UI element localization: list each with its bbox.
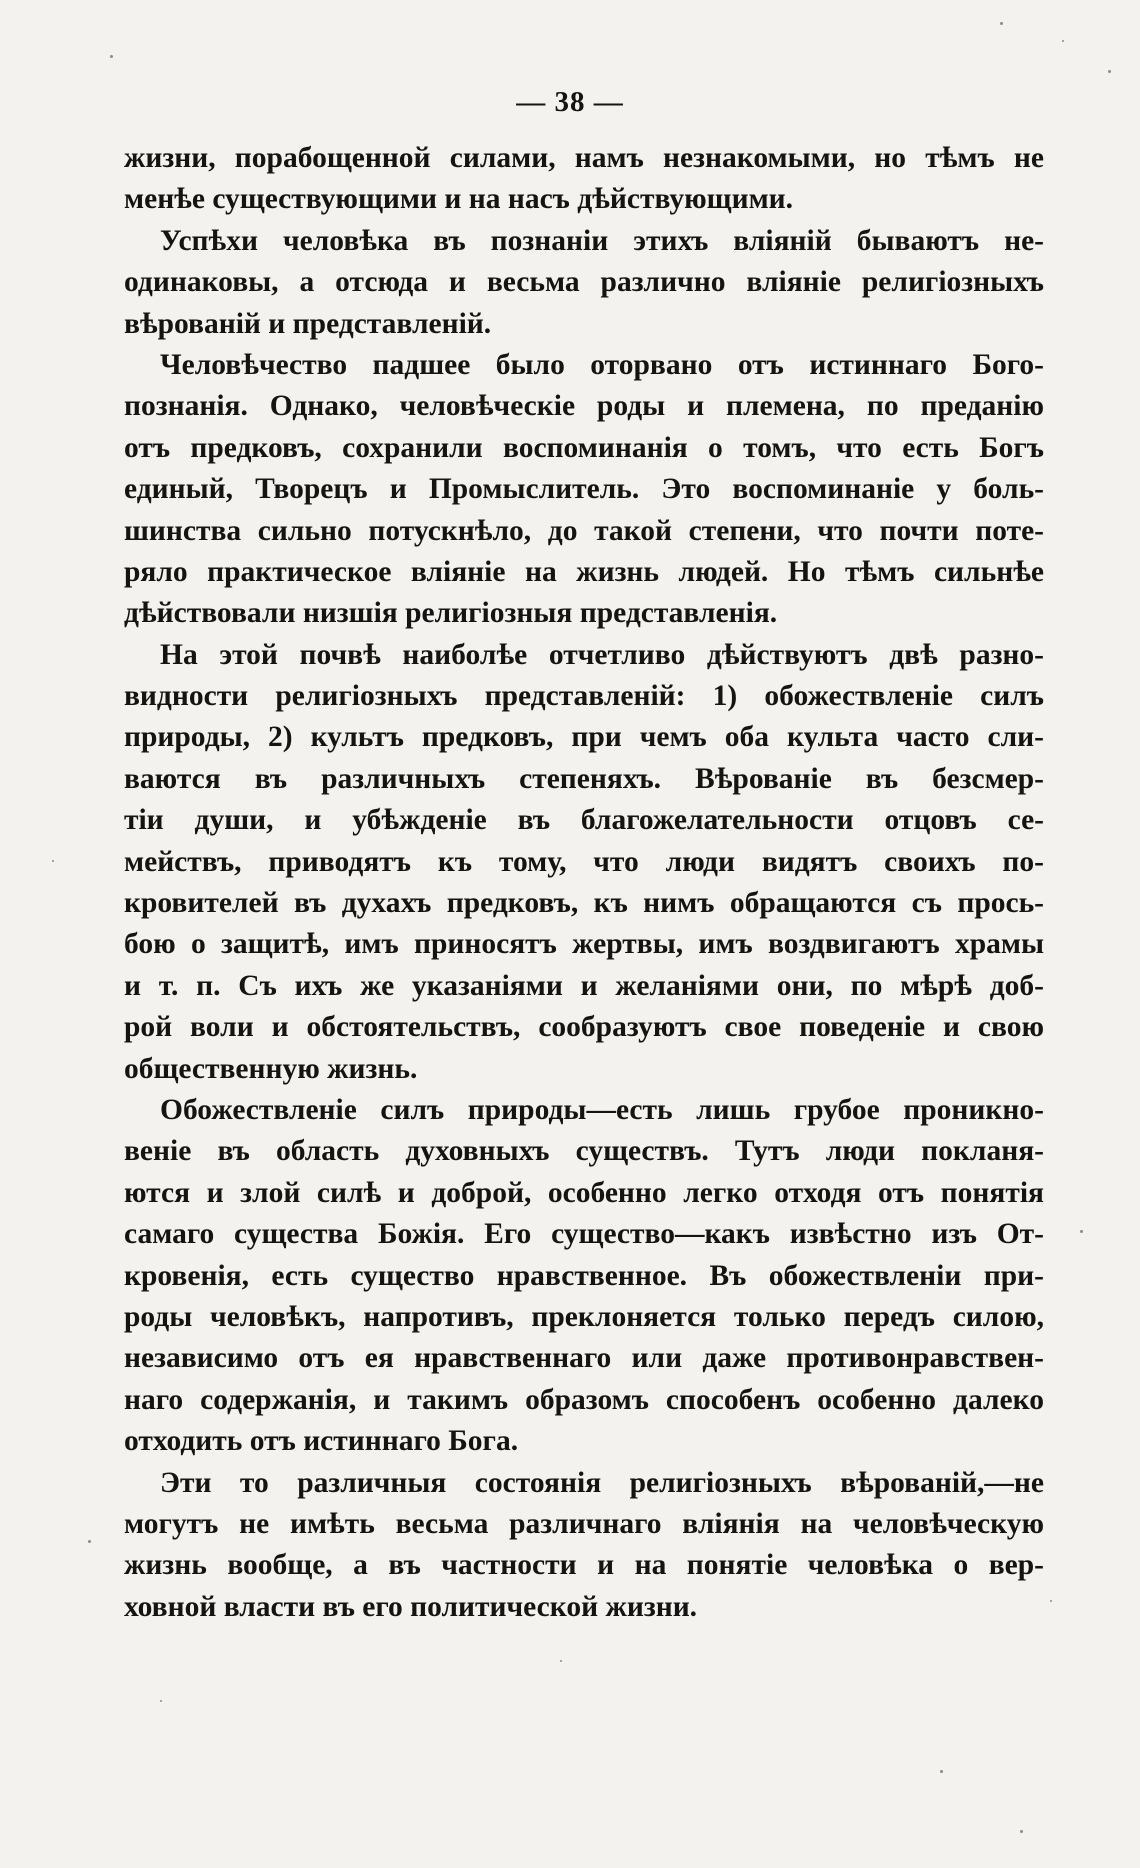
text-line: ряло практическое вліяніе на жизнь людей. Но тѣмъ сильнѣе [124, 555, 1044, 588]
text-line: единый, Творецъ и Промыслитель. Это воспоминаніе у боль- [124, 473, 1044, 506]
scan-speck [1050, 1600, 1052, 1602]
text-line: вѣрованій и представленій. [124, 307, 492, 340]
text-line: шинства сильно потускнѣло, до такой степени, что почти поте- [124, 514, 1044, 547]
paragraph [124, 221, 1044, 345]
text-line: самаго существа Божія. Его существо—какъ извѣстно изъ От- [124, 1218, 1044, 1251]
scan-speck [1108, 70, 1111, 73]
text-line: жизнь вообще, а въ частности и на понятіе человѣка о вер- [124, 1549, 1044, 1582]
text-line: Эти то различныя состоянія религіозныхъ вѣрованій,—не [160, 1466, 1044, 1499]
scan-speck [1080, 1230, 1083, 1233]
paragraph [124, 345, 1044, 635]
text-line: познанія. Однако, человѣческіе роды и племена, по преданію [124, 390, 1044, 423]
text-line: мействъ, приводятъ къ тому, что люди видятъ своихъ по- [124, 845, 1044, 878]
text-line: ваются въ различныхъ степеняхъ. Вѣрованіе въ безсмер- [124, 762, 1044, 795]
text-line: ются и злой силѣ и доброй, особенно легко отходя отъ понятія [124, 1176, 1044, 1209]
text-line: видности религіозныхъ представленій: 1) обожествленіе силъ [124, 680, 1044, 713]
text-line: жизни, порабощенной силами, намъ незнакомыми, но тѣмъ не [124, 142, 1044, 174]
text-line: отходить отъ истиннаго Бога. [124, 1425, 519, 1458]
text-line: могутъ не имѣть весьма различнаго вліянія на человѣческую [124, 1507, 1044, 1540]
text-line: одинаковы, а отсюда и весьма различно вліяніе религіозныхъ [124, 266, 1044, 299]
text-line: кровенія, есть существо нравственное. Въ обожествленіи при- [124, 1259, 1044, 1292]
text-line: кровителей въ духахъ предковъ, къ нимъ обращаются съ прось- [124, 887, 1044, 920]
scan-speck [560, 1660, 562, 1662]
text-line: общественную жизнь. [124, 1052, 418, 1085]
text-line: тіи души, и убѣжденіе въ благожелательности отцовъ се- [124, 804, 1044, 837]
text-line: На этой почвѣ наиболѣе отчетливо дѣйствуютъ двѣ разно- [160, 638, 1044, 671]
paragraph [124, 1463, 1044, 1629]
text-line: веніе въ область духовныхъ существъ. Тутъ люди покланя- [124, 1135, 1044, 1168]
scan-speck [1062, 40, 1064, 42]
text-line: ховной власти въ его политической жизни. [124, 1590, 698, 1623]
scan-speck [160, 1700, 162, 1702]
paragraph [124, 635, 1044, 1090]
text-line: отъ предковъ, сохранили воспоминанія о томъ, что есть Богъ [124, 431, 1044, 464]
scan-speck [940, 1770, 943, 1773]
text-line: дѣйствовали низшія религіозныя представленія. [124, 597, 778, 630]
page-text [124, 138, 1044, 1628]
text-line: менѣе существующими и на насъ дѣйствующими. [124, 183, 794, 216]
text-line: природы, 2) культъ предковъ, при чемъ оба культа часто сли- [124, 721, 1044, 754]
scan-speck [1000, 22, 1003, 25]
paragraph [124, 1090, 1044, 1463]
text-line: наго содержанія, и такимъ образомъ способенъ особенно далеко [124, 1383, 1044, 1416]
text-line: и т. п. Съ ихъ же указаніями и желаніями они, по мѣрѣ доб- [124, 969, 1044, 1002]
scan-speck [52, 860, 54, 862]
scan-speck [1020, 1830, 1023, 1833]
text-line: Обожествленіе силъ природы—есть лишь грубое проникно- [160, 1093, 1044, 1126]
text-line: независимо отъ ея нравственнаго или даже противонравствен- [124, 1342, 1044, 1375]
text-line: рой воли и обстоятельствъ, сообразуютъ свое поведеніе и свою [124, 1011, 1044, 1044]
scan-speck [110, 55, 113, 58]
text-line: Успѣхи человѣка въ познаніи этихъ вліяній бываютъ не- [160, 224, 1044, 257]
paragraph [124, 138, 1044, 221]
scan-speck [88, 1540, 91, 1543]
text-line: Человѣчество падшее было оторвано отъ истиннаго Бого- [160, 348, 1044, 381]
text-line: бою о защитѣ, имъ приносятъ жертвы, имъ воздвигаютъ храмы [124, 928, 1044, 961]
page-number: — 38 — [516, 86, 624, 118]
text-line: роды человѣкъ, напротивъ, преклоняется только передъ силою, [124, 1300, 1044, 1333]
